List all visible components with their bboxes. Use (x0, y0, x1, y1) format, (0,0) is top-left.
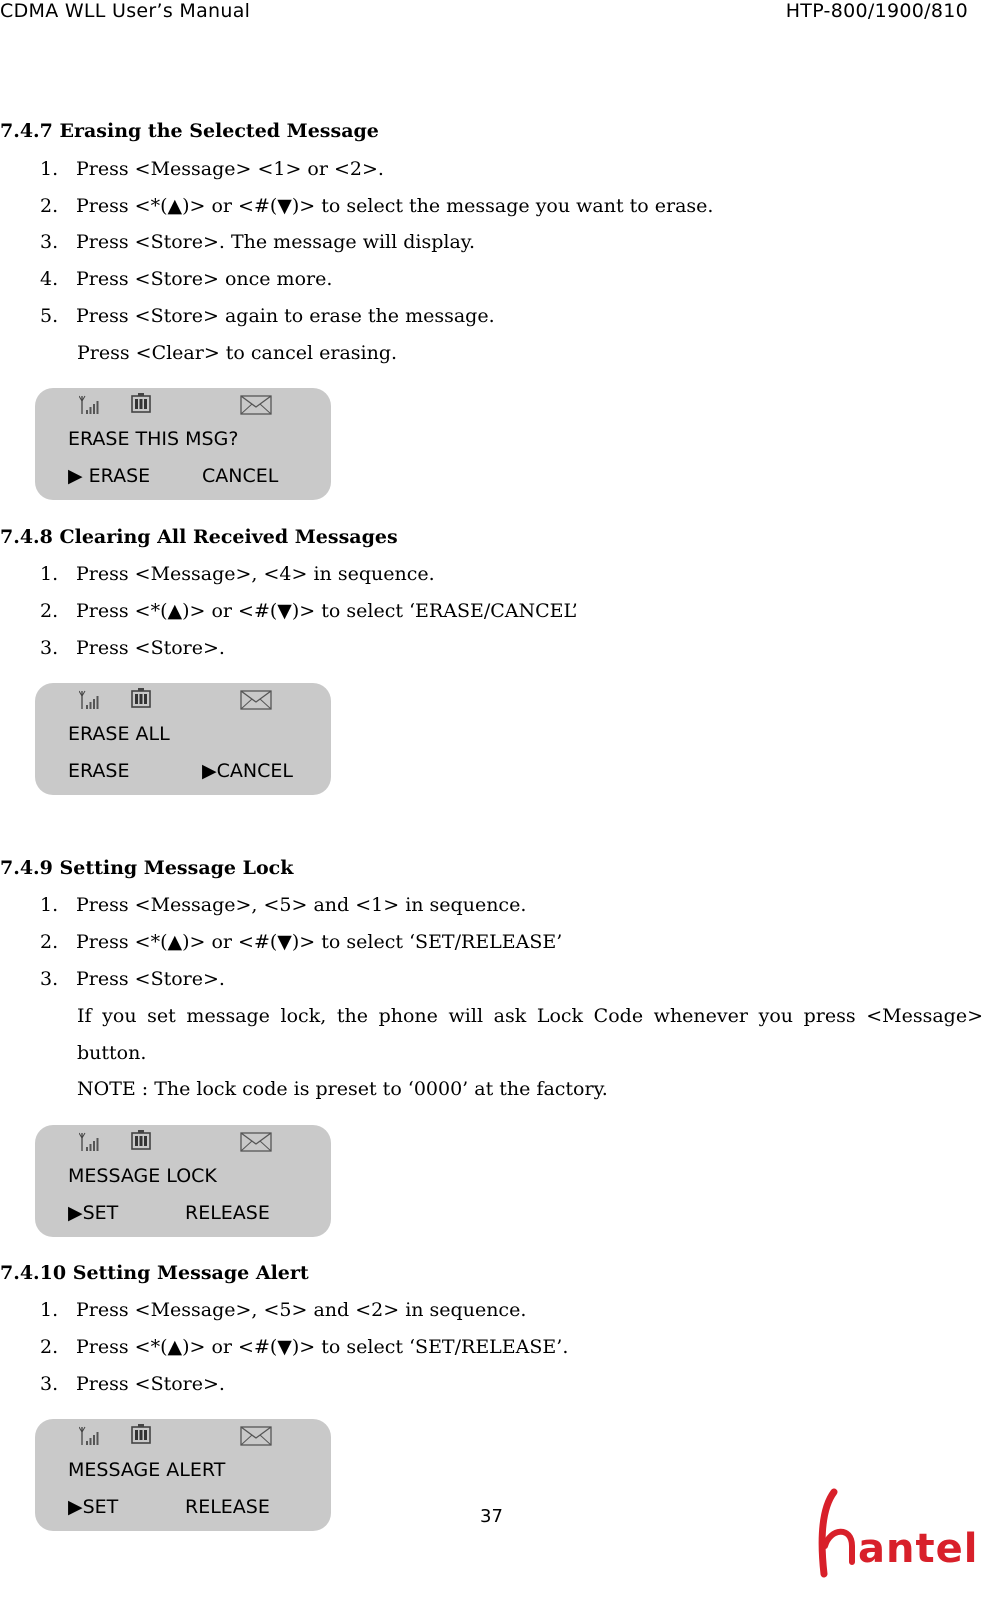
step-text: Press <Store>. The message will display. (76, 231, 476, 253)
battery-icon (130, 393, 152, 415)
step (40, 195, 713, 217)
step-number: 2. (40, 931, 59, 953)
step-text: Press <Message>, <5> and <1> in sequence. (76, 894, 527, 916)
phone-display-erase-all (35, 683, 331, 795)
svg-text:antel: antel (858, 1526, 979, 1572)
hantel-logo (812, 1488, 990, 1578)
step-number: 3. (40, 1373, 59, 1395)
step (40, 305, 495, 327)
envelope-icon (240, 395, 272, 415)
display-options (68, 1496, 270, 1518)
section-heading-clear-all: 7.4.8 Clearing All Received Messages (0, 526, 398, 548)
display-options (68, 1202, 270, 1224)
display-option: CANCEL (202, 465, 279, 487)
step-text: Press <Store>. (76, 968, 225, 990)
step (40, 894, 526, 916)
step-text: Press <Store>. (76, 1373, 225, 1395)
signal-icon (79, 394, 101, 416)
envelope-icon (240, 1132, 272, 1152)
step-number: 3. (40, 968, 59, 990)
envelope-icon (240, 1426, 272, 1446)
display-option: ▶ ERASE (68, 465, 151, 487)
step-number: 1. (40, 158, 59, 180)
step-number: 5. (40, 305, 59, 327)
phone-display-message-alert (35, 1419, 331, 1531)
section-heading-message-lock: 7.4.9 Setting Message Lock (0, 857, 294, 879)
step (40, 1373, 225, 1395)
step-text: Press <Store>. (76, 637, 225, 659)
header-manual-title: CDMA WLL User’s Manual (0, 0, 251, 22)
step-number: 2. (40, 600, 59, 622)
step-text: Press <*(▲)> or <#(▼)> to select ‘SET/RELEASE’ (76, 931, 563, 953)
header-model: HTP-800/1900/810 (785, 0, 968, 22)
step (40, 158, 384, 180)
display-option: ▶SET (68, 1496, 119, 1518)
note-text: button. (77, 1042, 147, 1064)
step-text: Press <Store> again to erase the message. (76, 305, 495, 327)
step (40, 563, 435, 585)
signal-icon (79, 1425, 101, 1447)
display-line: ERASE THIS MSG? (68, 428, 239, 450)
step (40, 600, 578, 622)
phone-display-message-lock (35, 1125, 331, 1237)
signal-icon (79, 689, 101, 711)
step-text: Press <*(▲)> or <#(▼)> to select ‘ERASE/CANCEL’ (76, 600, 578, 622)
factory-note: NOTE : The lock code is preset to ‘0000’ at the factory. (77, 1078, 608, 1100)
display-line: MESSAGE ALERT (68, 1459, 226, 1481)
step (40, 231, 475, 253)
battery-icon (130, 1424, 152, 1446)
step (40, 268, 332, 290)
phone-display-erase-msg (35, 388, 331, 500)
display-option: ▶SET (68, 1202, 119, 1224)
section-heading-message-alert: 7.4.10 Setting Message Alert (0, 1262, 309, 1284)
step-number: 3. (40, 637, 59, 659)
note-text: If you set message lock, the phone will ask Lock Code whenever you press <Message> (77, 1005, 983, 1027)
step (40, 1299, 526, 1321)
display-option: ▶CANCEL (202, 760, 293, 782)
step (40, 931, 562, 953)
step (40, 968, 225, 990)
display-options (68, 465, 278, 487)
step (40, 637, 225, 659)
step-text: Press <*(▲)> or <#(▼)> to select the message you want to erase. (76, 195, 714, 217)
signal-icon (79, 1131, 101, 1153)
display-line: MESSAGE LOCK (68, 1165, 217, 1187)
battery-icon (130, 688, 152, 710)
display-option: RELEASE (185, 1496, 270, 1518)
step-text: Press <Message>, <4> in sequence. (76, 563, 435, 585)
step-text: Press <Message>, <5> and <2> in sequence. (76, 1299, 527, 1321)
step-number: 1. (40, 563, 59, 585)
battery-icon (130, 1130, 152, 1152)
step (40, 1336, 568, 1358)
section-heading-erase-selected: 7.4.7 Erasing the Selected Message (0, 120, 379, 142)
step-number: 1. (40, 894, 59, 916)
note-text: Press <Clear> to cancel erasing. (77, 342, 398, 364)
display-options (68, 760, 293, 782)
display-option: RELEASE (185, 1202, 270, 1224)
envelope-icon (240, 690, 272, 710)
step-number: 4. (40, 268, 59, 290)
step-text: Press <Store> once more. (76, 268, 333, 290)
page-number: 37 (480, 1506, 503, 1527)
step-number: 3. (40, 231, 59, 253)
step-number: 2. (40, 1336, 59, 1358)
step-number: 1. (40, 1299, 59, 1321)
step-text: Press <Message> <1> or <2>. (76, 158, 384, 180)
display-line: ERASE ALL (68, 723, 170, 745)
step-number: 2. (40, 195, 59, 217)
step-text: Press <*(▲)> or <#(▼)> to select ‘SET/RELEASE’. (76, 1336, 569, 1358)
display-option: ERASE (68, 760, 130, 782)
